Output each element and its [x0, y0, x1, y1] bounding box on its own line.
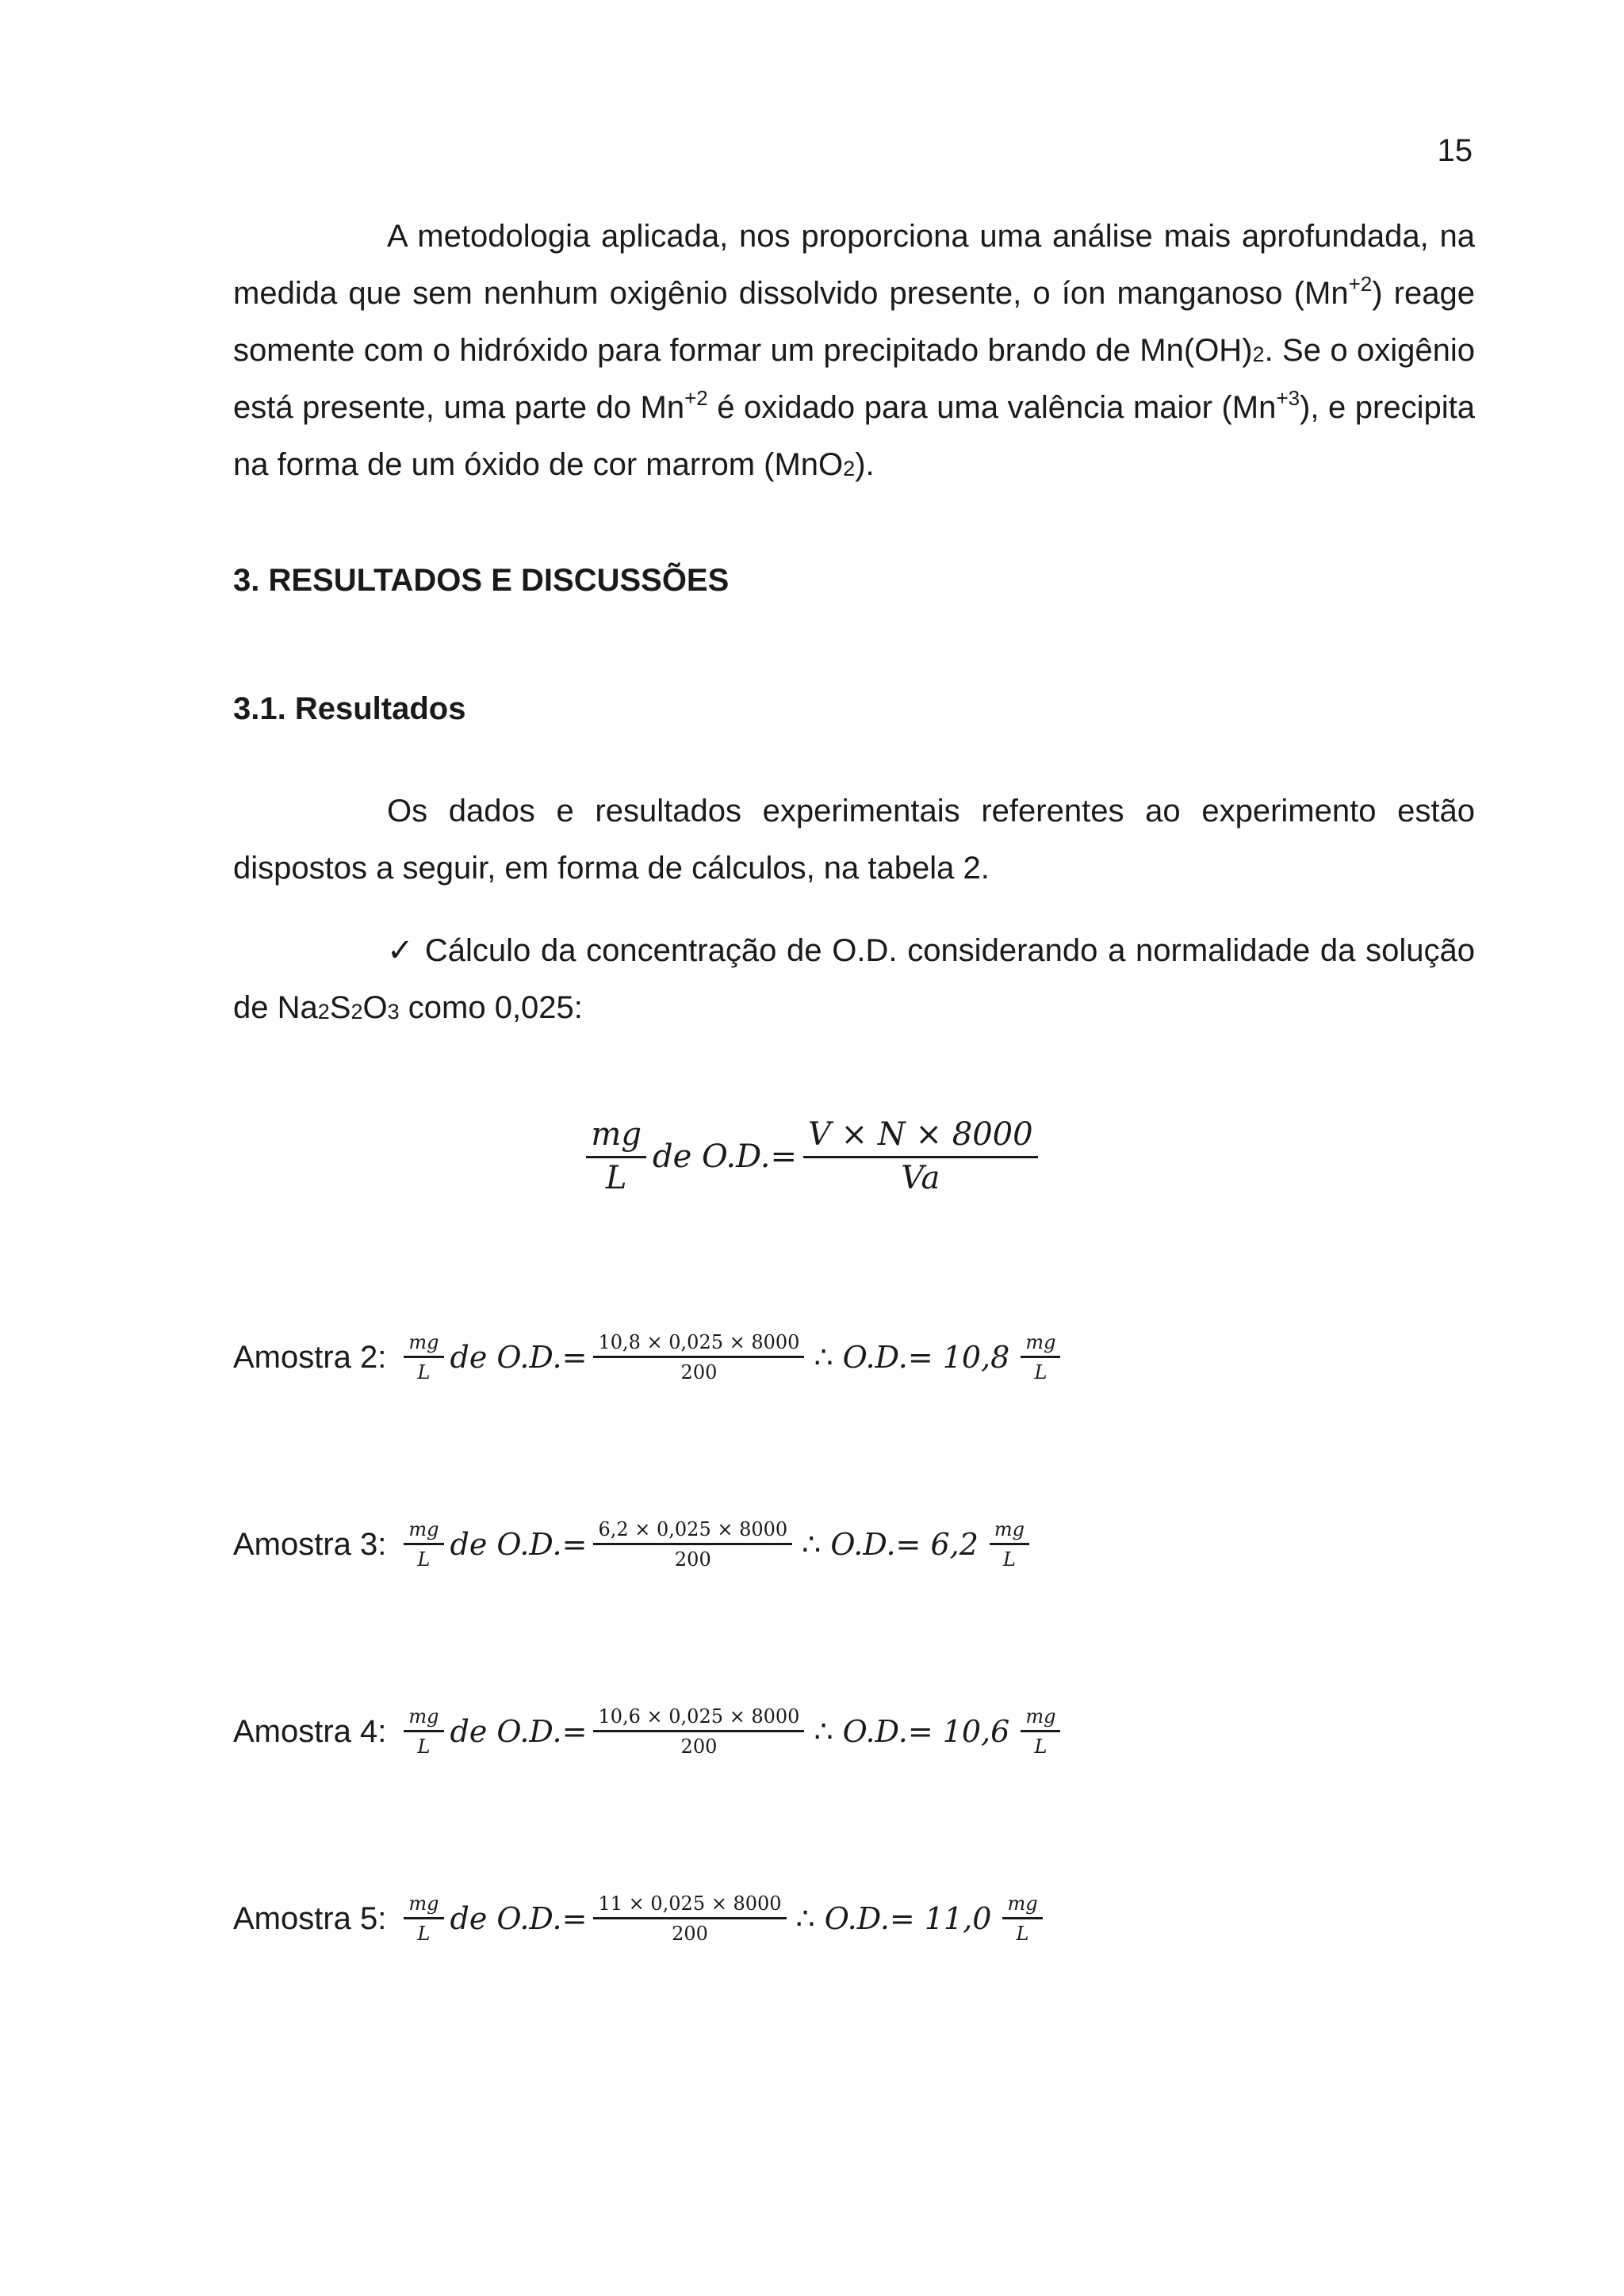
unit-denominator: L: [417, 1923, 431, 1945]
subscript: 2: [1252, 342, 1265, 366]
lhs-text: de O.D.=: [450, 1901, 588, 1936]
calc-numerator: 10,8 × 0,025 × 8000: [598, 1331, 800, 1353]
sample-formula: [404, 1518, 1029, 1571]
sample-result: O.D.= 10,8: [842, 1340, 1010, 1375]
unit-denominator: L: [417, 1735, 431, 1758]
calc-text: Cálculo da concentração de O.D. considerando a normalidade da solução de Na: [233, 933, 1475, 1025]
calc-text: O: [362, 990, 388, 1025]
calc-numerator: 10,6 × 0,025 × 8000: [598, 1705, 800, 1728]
rhs-denominator: Va: [901, 1160, 940, 1196]
unit-numerator: mg: [1007, 1892, 1038, 1915]
calc-denominator: 200: [674, 1548, 711, 1571]
lhs-text: de O.D.=: [450, 1340, 588, 1375]
sample-label: Amostra 2:: [233, 1339, 387, 1375]
unit-fraction: [990, 1518, 1029, 1571]
calc-numerator: 11 × 0,025 × 8000: [598, 1892, 782, 1915]
unit-numerator: mg: [1025, 1331, 1056, 1353]
calc-fraction: [593, 1331, 804, 1383]
intro-text: ), e precipita na forma de um óxido de cor marrom (MnO: [233, 390, 1475, 482]
therefore-symbol: ∴: [814, 1714, 833, 1749]
unit-fraction: [1021, 1331, 1060, 1383]
sample-row: [233, 1871, 1043, 1966]
subscript: 2: [350, 1000, 363, 1024]
lhs-text: de O.D.=: [652, 1138, 797, 1175]
intro-text: . Se o oxigênio está presente, uma parte do Mn: [233, 333, 1476, 425]
calc-numerator: 6,2 × 0,025 × 8000: [598, 1518, 788, 1540]
unit-numerator: mg: [408, 1892, 439, 1915]
superscript: +3: [1276, 386, 1300, 410]
sample-formula: [404, 1705, 1060, 1758]
intro-text: ) reage somente com o hidróxido para formar um precipitado brando de Mn(OH): [233, 276, 1475, 368]
lhs-text: de O.D.=: [450, 1527, 588, 1562]
superscript: +2: [684, 386, 708, 410]
unit-denominator: L: [1034, 1735, 1048, 1758]
unit-denominator: L: [1003, 1548, 1016, 1571]
calc-text: como 0,025:: [399, 990, 583, 1025]
unit-fraction: [1002, 1892, 1042, 1945]
therefore-symbol: ∴: [795, 1901, 815, 1936]
lhs-fraction: [586, 1116, 646, 1196]
sample-row: [233, 1310, 1060, 1405]
intro-text: é oxidado para uma valência maior (Mn: [707, 390, 1277, 425]
rhs-fraction: [803, 1116, 1038, 1196]
superscript: +2: [1348, 272, 1373, 296]
calc-fraction: [593, 1705, 804, 1758]
subsection-heading: 3.1. Resultados: [233, 691, 466, 726]
unit-fraction: [404, 1331, 443, 1383]
results-paragraph: Os dados e resultados experimentais referentes ao experimento estão dispostos a seguir, em forma de cálculos, na tabela 2.: [233, 794, 1475, 886]
therefore-symbol: ∴: [802, 1527, 822, 1562]
unit-denominator: L: [417, 1548, 431, 1571]
sample-row: [233, 1497, 1029, 1592]
lhs-text: de O.D.=: [450, 1714, 588, 1749]
unit-denominator: L: [417, 1361, 431, 1383]
unit-fraction: [404, 1892, 443, 1945]
unit-numerator: mg: [1025, 1705, 1056, 1728]
intro-text: A metodologia aplicada, nos proporciona uma análise mais aprofundada, na medida que sem nenhum oxigênio dissolvido presente, o íon manganoso (Mn: [233, 219, 1475, 311]
sample-result: O.D.= 6,2: [830, 1527, 979, 1562]
calc-denominator: 200: [680, 1361, 718, 1383]
subscript: 2: [317, 1000, 330, 1024]
unit-fraction: [404, 1705, 443, 1758]
sample-label: Amostra 5:: [233, 1900, 387, 1936]
calc-fraction: [593, 1892, 786, 1945]
unit-numerator: mg: [994, 1518, 1025, 1540]
therefore-symbol: ∴: [814, 1340, 833, 1375]
sample-result: O.D.= 11,0: [824, 1901, 992, 1936]
unit-denominator: L: [1034, 1361, 1048, 1383]
sample-result: O.D.= 10,6: [842, 1714, 1010, 1749]
unit-denominator: L: [1016, 1923, 1029, 1945]
sample-formula: [404, 1892, 1042, 1945]
unit-fraction: [404, 1518, 443, 1571]
intro-text: ).: [855, 447, 875, 482]
sample-formula: [404, 1331, 1060, 1383]
intro-paragraph: [233, 208, 1475, 493]
lhs-numerator: mg: [591, 1116, 642, 1153]
calc-denominator: 200: [672, 1923, 708, 1945]
calc-denominator: 200: [680, 1735, 718, 1758]
lhs-denominator: L: [605, 1160, 627, 1196]
unit-numerator: mg: [408, 1331, 439, 1353]
sample-row: [233, 1684, 1060, 1779]
rhs-numerator: V × N × 8000: [808, 1116, 1033, 1153]
subscript: 3: [387, 1000, 400, 1024]
main-formula: [0, 1116, 1624, 1196]
section-heading: 3. RESULTADOS E DISCUSSÕES: [233, 563, 730, 598]
sample-label: Amostra 4:: [233, 1713, 387, 1749]
calc-text: S: [329, 990, 351, 1025]
unit-numerator: mg: [408, 1705, 439, 1728]
page-number: 15: [1437, 133, 1473, 168]
unit-fraction: [1021, 1705, 1060, 1758]
checkmark-icon: ✓: [387, 932, 416, 969]
calc-item: [233, 922, 1475, 1036]
unit-numerator: mg: [408, 1518, 439, 1540]
subscript: 2: [843, 457, 856, 480]
calc-fraction: [593, 1518, 792, 1571]
sample-label: Amostra 3:: [233, 1526, 387, 1562]
